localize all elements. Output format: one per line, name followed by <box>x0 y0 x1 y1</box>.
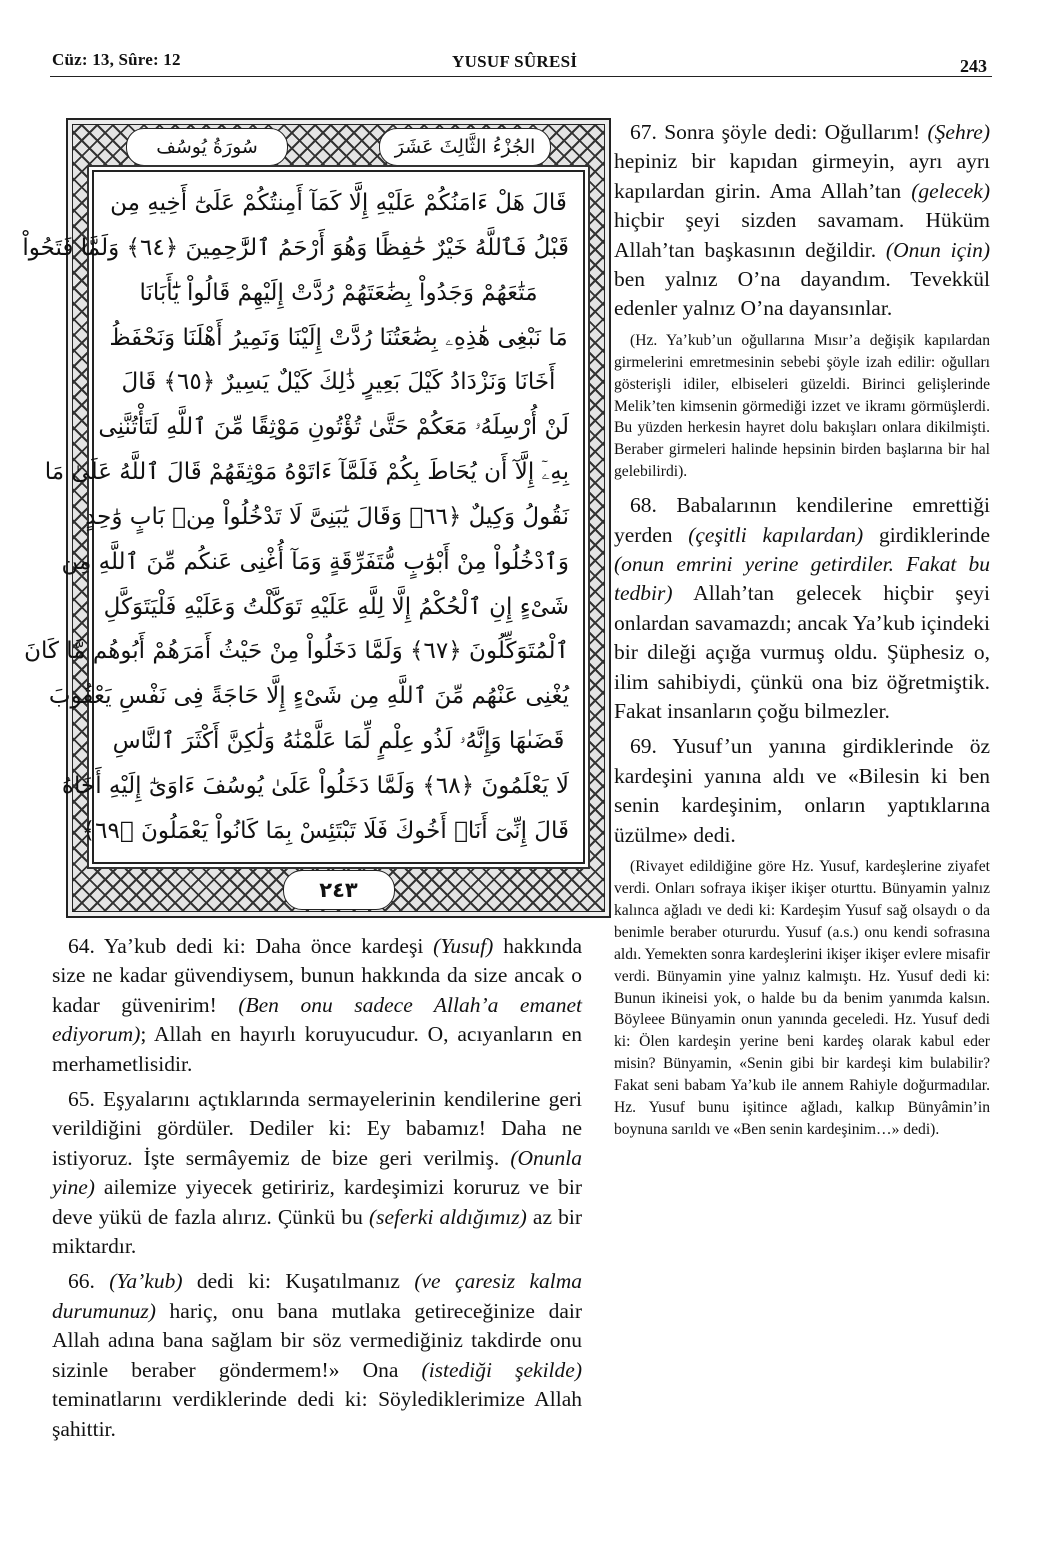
surah-name-cartouche: سُورَةُ يُوسُف <box>126 128 288 166</box>
ayat-line: بِهِۦٓ إِلَّآ أَن يُحَاطَ بِكُمْ فَلَمَّآ ءَاتَوْهُ مَوْثِقَهُمْ قَالَ ٱللَّهُ عَلَىٰ مَا <box>44 459 569 486</box>
ayat-line: مَتَٰعَهُمْ وَجَدُواْ بِضَٰعَتَهُمْ رُدَّتْ إِلَيْهِمْ قَالُواْ يَٰٓأَبَانَا <box>139 279 538 306</box>
verse-gloss: (seferki aldığımız) <box>368 1204 527 1229</box>
verse-text: 64. Ya’kub dedi ki: Daha önce kardeşi <box>68 934 434 958</box>
verse-gloss: (ve çaresiz kalma durumunuz) <box>52 1269 583 1323</box>
verse-text: hiçbir şeyi sizden savamam. Hüküm Allah’tan başkasının değildir. <box>614 208 990 262</box>
verse-gloss: (çeşitli kapılardan) <box>688 522 864 547</box>
verse-text: 65. Eşyalarını açtıklarında sermayelerinin kendilerine geri verildiğini gördüler. Dediler ki: Ey babamız! Daha ne istiyoruz. İşte sermâyemiz de bize geri verilmiş. <box>52 1087 582 1170</box>
ayat-line: لَنْ أُرْسِلَهُۥ مَعَكُمْ حَتَّىٰ تُؤْتُونِ مَوْثِقًا مِّنَ ٱللَّهِ لَتَأْتُنَّنِى <box>98 414 569 441</box>
verse-text: hepiniz bir kapıdan girmeyin, ayrı ayrı kapılardan girin. Ama Allah’tan <box>614 149 990 203</box>
translation-column-left <box>52 932 582 1450</box>
verse-text: 66. <box>68 1269 110 1294</box>
ayat-line: قَبْلُ فَٱللَّهُ خَيْرٌ حَٰفِظًا وَهُوَ أَرْحَمُ ٱلرَّٰحِمِينَ ﴿٦٤﴾ وَلَمَّا فَتَحُواْ <box>22 234 569 261</box>
mushaf-frame <box>22 118 611 918</box>
verse-gloss: (onun emrini yerine getirdiler. Fakat bu tedbir) <box>614 552 990 606</box>
verse-text: dedi ki: Kuşatılmanız <box>182 1269 415 1294</box>
juz-name-cartouche: الجُزْءُ الثَّالِثَ عَشَرَ <box>379 128 551 166</box>
header-rule <box>50 76 992 77</box>
verse-gloss: (istediği şekilde) <box>421 1357 582 1382</box>
ayat-line: مَا نَبْغِى هَٰذِهِۦ بِضَٰعَتُنَا رُدَّتْ إِلَيْنَا وَنَمِيرُ أَهْلَنَا وَنَحْفَظُ <box>109 324 568 351</box>
header-juz-surah: Cüz: 13, Sûre: 12 <box>52 50 181 69</box>
header-surah-title: YUSUF SÛRESİ <box>452 52 578 71</box>
verse-text: ben yalnız O’na dayandım. Tevekkül edenler yalnız O’na dayansınlar. <box>614 267 990 321</box>
verse-text: ; Allah en hayırlı koruyucudur. O, acıyanların en merhametlisidir. <box>52 1022 582 1076</box>
ayat-lines <box>22 182 569 852</box>
verse-gloss: (Onunla yine) <box>52 1145 582 1200</box>
verse-66 <box>52 1267 582 1443</box>
commentary-69: (Rivayet edildiğine göre Hz. Yusuf, kardeşlerine ziyafet verdi. Onları sofraya ikişer ikişer oturttu. Bünyamin yalnız kalınca ağladı ve dedi ki: Kardeşim Yusuf sağ olsaydı o da benimle beraber otururdu. Yusuf (a.s.) onu kendi sofrasına aldı. Yemekten sonra kardeşlerini ikişer ikişer evlere misafir verdi. Bünyamin yine yalnız kalmıştı. Hz. Yusuf dedi ki: Bunun ikineisi yok, o halde bu da benim yanımda kalsın. Böyleee Bünyamin onun yanında geceledi. Hz. Yusuf dedi ki: Ölen kardeşin yerine beni kardeş olarak kabul eder misin? Bünyamin, «Senin gibi bir kardeşi kim bulabilir? Fakat seni babam Ya’kub ile annem Rahiyle doğurmadılar. Hz. Yusuf bunu işitince ağladı, kalkıp Bünyâmin’in boynuna sarıldı ve «Ben senin kardeşinim…» dedi). <box>614 858 990 1138</box>
verse-gloss: (Onun için) <box>885 237 990 262</box>
ayat-line: لَا يَعْلَمُونَ ﴿٦٨﴾ وَلَمَّا دَخَلُواْ عَلَىٰ يُوسُفَ ءَاوَىٰٓ إِلَيْهِ أَخَاهُ <box>61 772 569 799</box>
verse-gloss: (Ya’kub) <box>109 1269 183 1294</box>
verse-text: ailemize yiyecek getiririz, kardeşimizi koruruz ve bir deve yükü de fazla alırız. Çünkü bu <box>52 1175 582 1229</box>
verse-text: teminatlarını verdiklerinde dedi ki: Söylediklerimize Allah şahittir. <box>52 1387 582 1441</box>
commentary-67: (Hz. Ya’kub’un oğullarına Mısır’a değişik kapılardan girmelerini emretmesinin sebebi şöyle izah edilir: oğulları gösterişli idiler, elbiseleri güzeldi. Birinci gelişlerinde Melik’ten kimsenin görmediği izzet ve ikramı görmüşlerdi. Bu yüzden herkesin hayret dolu bakışları onlara dikilmişti. Beraber girmeleri halinde hepsinin birden başlarına bir hal gelebilirdi). <box>614 331 990 481</box>
ayat-line: قَالَ إِنِّىٓ أَنَا۠ أَخُوكَ فَلَا تَبْتَئِسْ بِمَا كَانُواْ يَعْمَلُونَ ﴿٦٩﴾ <box>81 817 569 844</box>
verse-text: 68. Babalarının kendilerine emrettiği yerden <box>614 493 990 547</box>
verse-text: az bir miktardır. <box>52 1204 582 1259</box>
arabic-page-number: ٢٤٣ <box>283 870 395 910</box>
ayat-line: يُغْنِى عَنْهُم مِّنَ ٱللَّهِ مِن شَىْءٍ إِلَّا حَاجَةً فِى نَفْسِ يَعْقُوبَ <box>48 683 569 710</box>
ayat-line: نَقُولُ وَكِيلٌ ﴿٦٦﴾ وَقَالَ يَٰبَنِىَّ لَا تَدْخُلُواْ مِنۢ بَابٍ وَٰحِدٍ <box>85 503 569 530</box>
verse-text: hakkında size ne kadar güvendiysem, bunun hakkında da size ancak o kadar güvenirim! <box>52 934 582 1017</box>
ayat-line: شَىْءٍ إِنِ ٱلْحُكْمُ إِلَّا لِلَّهِ عَلَيْهِ تَوَكَّلْتُ وَعَلَيْهِ فَلْيَتَوَكَّلِ <box>103 593 569 620</box>
ayat-line: قَالَ هَلْ ءَامَنُكُمْ عَلَيْهِ إِلَّا كَمَآ أَمِنتُكُمْ عَلَىٰٓ أَخِيهِ مِن <box>110 190 567 216</box>
verse-text: Allah’tan gelecek hiçbir şeyi onlardan savamazdı; ancak Ya’kub içindeki bir dileği açığa vurmuş oldu. Şüphesiz o, ilim sahibiydi, çünkü ona biz öğretmiştik. Fakat insanların çoğu bilmezler. <box>614 581 990 724</box>
verse-67 <box>614 118 990 324</box>
ayat-line: قَضَىٰهَا وَإِنَّهُۥ لَذُو عِلْمٍ لِّمَا عَلَّمْنَٰهُ وَلَٰكِنَّ أَكْثَرَ ٱلنَّاسِ <box>112 728 565 755</box>
verse-text: hariç, onu bana mutlaka getireceğinize dair Allah adına bana sağlam bir söz vermediğiniz takdirde onu sizinle beraber göndermem!» Ona <box>52 1298 582 1382</box>
verse-68 <box>614 491 990 726</box>
header-page-number: 243 <box>960 56 987 76</box>
verse-64 <box>52 932 582 1079</box>
ayat-panel <box>22 170 585 864</box>
verse-69: 69. Yusuf’un yanına girdiklerinde öz kardeşini yanına aldı ve «Bilesin ki ben senin kardeşinim, onların yaptıklarına üzülme» dedi. <box>614 734 990 847</box>
verse-gloss: (Ben onu sadece Allah’a emanet ediyorum) <box>52 992 582 1047</box>
verse-65 <box>52 1085 582 1261</box>
verse-gloss: (gelecek) <box>911 178 990 203</box>
verse-gloss: (Yusuf) <box>433 934 494 958</box>
ayat-line: ٱلْمُتَوَكِّلُونَ ﴿٦٧﴾ وَلَمَّا دَخَلُواْ مِنْ حَيْثُ أَمَرَهُمْ أَبُوهُم مَّا كَانَ <box>24 638 569 665</box>
ayat-line: وَٱدْخُلُواْ مِنْ أَبْوَٰبٍ مُّتَفَرِّقَةٍ وَمَآ أُغْنِى عَنكُم مِّنَ ٱللَّهِ مِن <box>61 548 569 575</box>
verse-text: 67. Sonra şöyle dedi: Oğullarım! <box>630 120 928 144</box>
verse-gloss: (Şehre) <box>927 120 990 144</box>
verse-text: girdiklerinde <box>863 522 990 547</box>
translation-column-right <box>614 118 990 1149</box>
ayat-line: أَخَانَا وَنَزْدَادُ كَيْلَ بَعِيرٍ ذَٰلِكَ كَيْلٌ يَسِيرٌ ﴿٦٥﴾ قَالَ <box>121 369 556 396</box>
